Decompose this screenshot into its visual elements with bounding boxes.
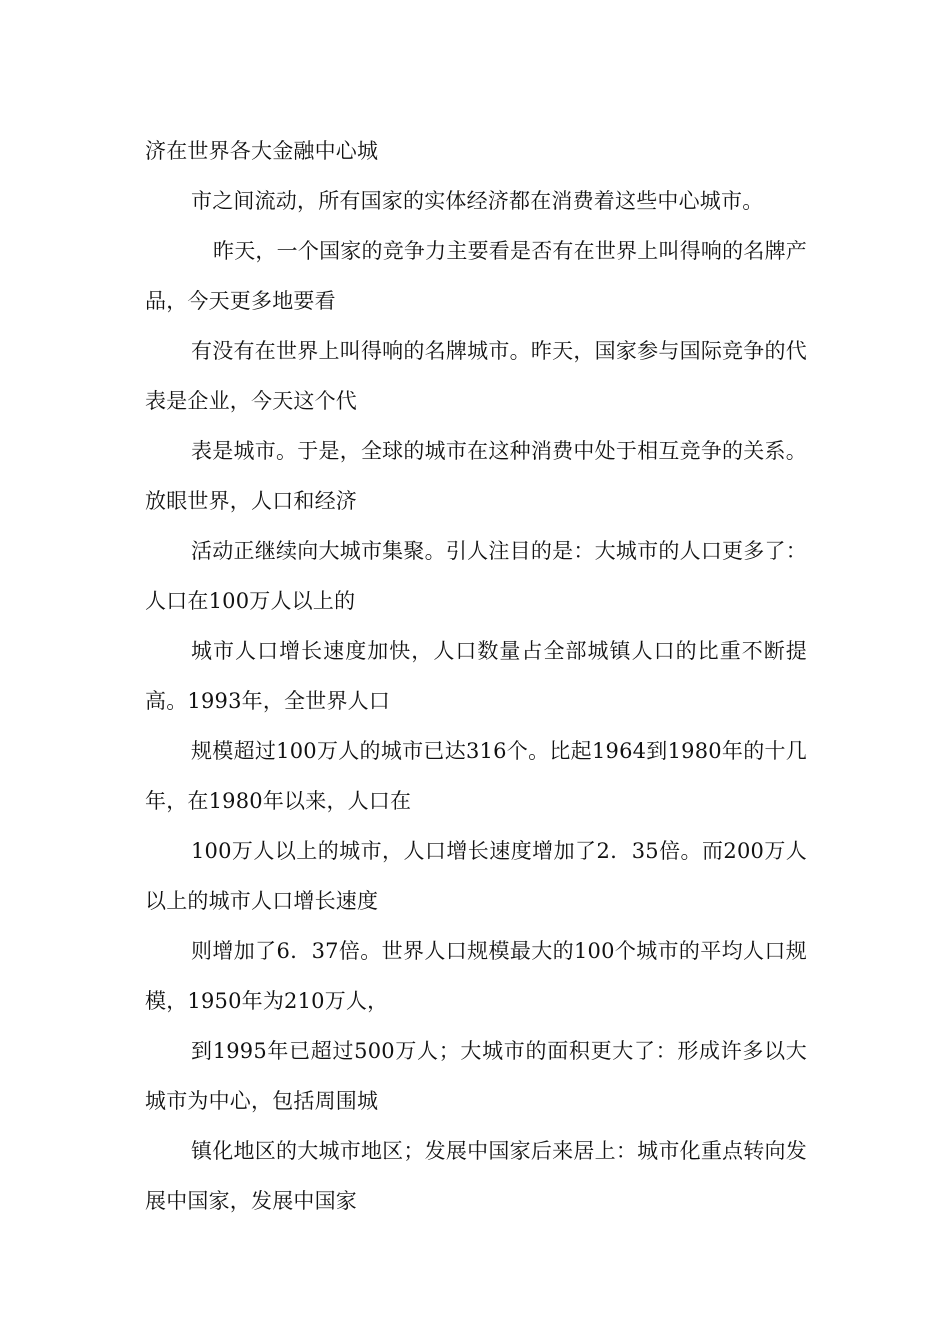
paragraph-7: 城市人口增长速度加快，人口数量占全部城镇人口的比重不断提高。1993年，全世界人口: [145, 639, 807, 713]
paragraph-12: 镇化地区的大城市地区；发展中国家后来居上：城市化重点转向发展中国家，发展中国家: [145, 1139, 807, 1213]
paragraph-11: 到1995年已超过500万人；大城市的面积更大了：形成许多以大城市为中心，包括周围城: [145, 1039, 807, 1113]
paragraph-10: 则增加了6．37倍。世界人口规模最大的100个城市的平均人口规模，1950年为210万人，: [145, 939, 807, 1013]
document-body: [145, 126, 807, 1226]
paragraph-9: 100万人以上的城市，人口增长速度增加了2．35倍。而200万人以上的城市人口增长速度: [145, 839, 807, 913]
paragraph-5: 表是城市。于是，全球的城市在这种消费中处于相互竞争的关系。放眼世界，人口和经济: [145, 439, 807, 513]
paragraph-1: 济在世界各大金融中心城: [145, 139, 379, 163]
paragraph-4: 有没有在世界上叫得响的名牌城市。昨天，国家参与国际竞争的代表是企业，今天这个代: [145, 339, 807, 413]
paragraph-8: 规模超过100万人的城市已达316个。比起1964到1980年的十几年，在1980年以来，人口在: [145, 739, 807, 813]
paragraph-6: 活动正继续向大城市集聚。引人注目的是：大城市的人口更多了：人口在100万人以上的: [145, 539, 807, 613]
paragraph-2: 市之间流动，所有国家的实体经济都在消费着这些中心城市。: [191, 189, 764, 213]
paragraph-3: 昨天，一个国家的竞争力主要看是否有在世界上叫得响的名牌产品，今天更多地要看: [145, 239, 807, 313]
